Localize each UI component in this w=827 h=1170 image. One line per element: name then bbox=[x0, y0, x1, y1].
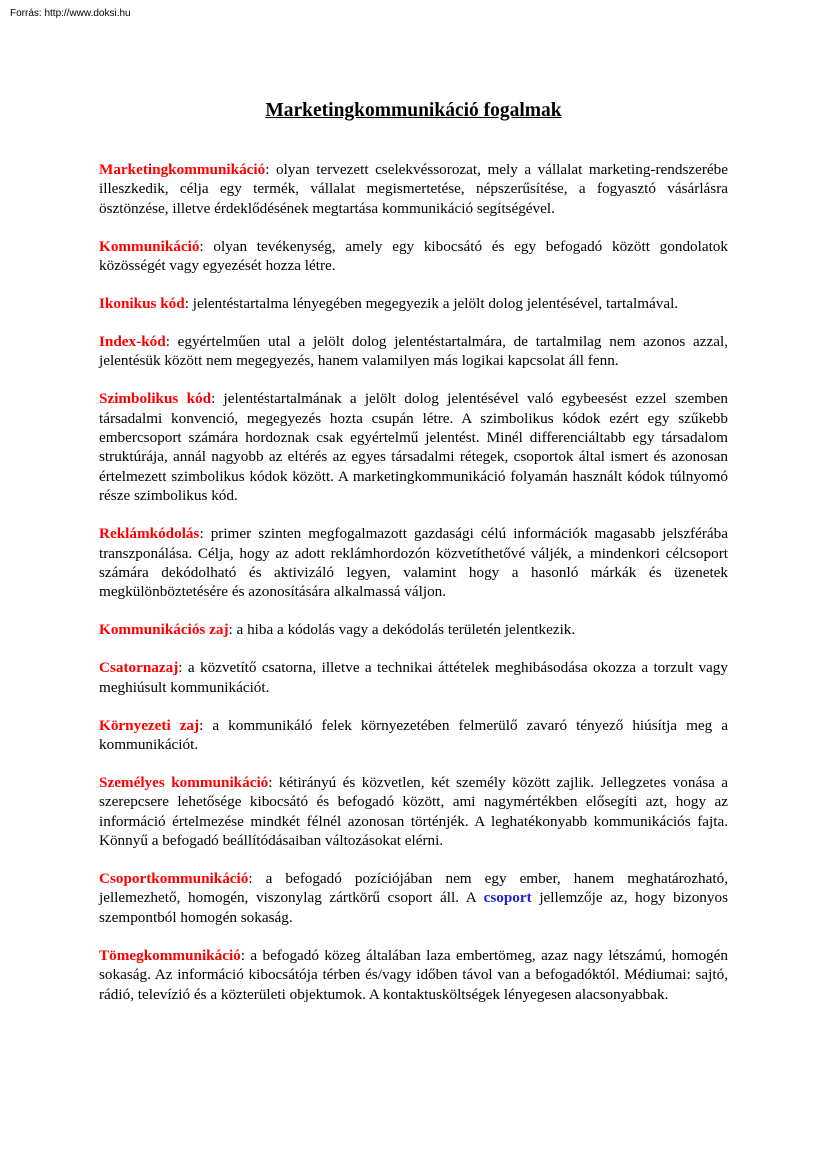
glossary-entry bbox=[99, 658, 728, 697]
glossary-definition: : jelentéstartalmának a jelölt dolog jelentésével való egybeesést ezzel szemben társadalmi konvenció, megegyezés hozta csupán létre. A szimbolikus kódok ezért egy szűkebb embercsoport számára hordoznak csak egyértelmű jelentést. Minél differenciáltabb egy társadalom struktúrája, annál nagyobb az eltérés az egyes társadalmi rétegek, csoportok által ismert és azonosan értelmezett szimbolikus kódok között. A marketingkommunikáció folyamán használt kódok túlnyomó része szimbolikus kód. bbox=[99, 390, 728, 505]
glossary-definition: : olyan tevékenység, amely egy kibocsátó és egy befogadó között gondolatok közösségét vagy egyezését hozza létre. bbox=[99, 237, 728, 275]
glossary-entry bbox=[99, 294, 728, 313]
glossary-definition: : olyan tervezett cselekvéssorozat, mely a vállalat marketing-rendszerébe illeszkedik, célja egy termék, vállalat megismertetése, népszerűsítése, a fogyasztó vásárlásra ösztönzése, illetve érdeklődésének megtartása kommunikáció segítségével. bbox=[99, 161, 728, 217]
csoport-link[interactable]: csoport bbox=[483, 889, 532, 907]
glossary-term: Környezeti zaj bbox=[99, 716, 200, 734]
glossary-definition: jellemzője az, hogy bizonyos szempontból homogén sokaság. bbox=[99, 889, 729, 926]
glossary-term: Szimbolikus kód bbox=[99, 390, 212, 408]
glossary-entry bbox=[99, 524, 728, 602]
glossary-term: Csoportkommunikáció bbox=[99, 869, 249, 887]
glossary-definition: : a kommunikáló felek környezetében felmerülő zavaró tényező hiúsítja meg a kommunikációt. bbox=[99, 716, 728, 753]
glossary-term: Index-kód bbox=[99, 332, 166, 350]
source-label: Forrás: http://www.doksi.hu bbox=[10, 8, 131, 19]
glossary-entry bbox=[99, 946, 728, 1004]
glossary-term: Reklámkódolás bbox=[99, 525, 200, 543]
glossary-definition: : egyértelműen utal a jelölt dolog jelentéstartalmára, de tartalmilag nem azonos azzal, jelentésük között nem megegyezés, hanem valamilyen más logikai kapcsolat áll fenn. bbox=[99, 332, 728, 370]
glossary-entry bbox=[99, 389, 728, 505]
glossary-term: Csatornazaj bbox=[99, 659, 179, 677]
glossary-entry bbox=[99, 160, 728, 218]
glossary bbox=[99, 160, 728, 1022]
glossary-term: Kommunikációs zaj bbox=[99, 621, 229, 639]
glossary-term: Marketingkommunikáció bbox=[99, 161, 266, 178]
glossary-definition: : jelentéstartalma lényegében megegyezik a jelölt dolog jelentésével, tartalmával. bbox=[184, 295, 679, 313]
glossary-term: Tömegkommunikáció bbox=[99, 946, 241, 964]
glossary-entry bbox=[99, 716, 728, 755]
glossary-term: Kommunikáció bbox=[99, 237, 200, 255]
glossary-term: Ikonikus kód bbox=[99, 295, 185, 313]
glossary-definition: : a hiba a kódolás vagy a dekódolás területén jelentkezik. bbox=[228, 621, 576, 639]
glossary-definition: : a befogadó pozíciójában nem egy ember, hanem meghatározható, jellemezhető, homogén, viszonylag zártkörű csoport áll. A bbox=[99, 869, 728, 907]
glossary-entry bbox=[99, 237, 728, 276]
glossary-entry bbox=[99, 620, 728, 639]
page-title: Marketingkommunikáció fogalmak bbox=[265, 100, 562, 121]
glossary-definition: : a befogadó közeg általában laza embertömeg, azaz nagy létszámú, homogén sokaság. Az információ kibocsátója térben és/vagy időben távol van a befogadóktól. Médiumai: sajtó, rádió, televízió és a közterületi objektumok. A kontaktusköltségek lényegesen alacsonyabbak. bbox=[99, 946, 728, 1003]
glossary-definition: : kétirányú és közvetlen, két személy között zajlik. Jellegzetes vonása a szerepcsere lehetősége kibocsátó és befogadó között, ami nagymértékben elősegíti azt, hogy az információ értelmezése mindkét félnél azonosan történjék. A leghatékonyabb kommunikációs fajta. Könnyű a befogadó beállítódásaiban változásokat elérni. bbox=[99, 773, 728, 850]
glossary-entry bbox=[99, 332, 728, 371]
glossary-entry bbox=[99, 869, 728, 927]
glossary-definition: : primer szinten megfogalmazott gazdasági célú információk magasabb jelszférába transzponálása. Célja, hogy az adott reklámhordozón közvetíthetővé váljék, a mindenkori célcsoport számára dekódolható és aktivizáló legyen, valamint hogy a hasonló márkák és üzenetek megkülönböztetésére és azonosítására alkalmassá váljon. bbox=[99, 525, 728, 601]
glossary-definition: : a közvetítő csatorna, illetve a technikai áttételek meghibásodása okozza a torzult vagy meghiúsult kommunikációt. bbox=[99, 659, 728, 696]
glossary-entry bbox=[99, 773, 728, 851]
glossary-term: Személyes kommunikáció bbox=[99, 773, 269, 791]
